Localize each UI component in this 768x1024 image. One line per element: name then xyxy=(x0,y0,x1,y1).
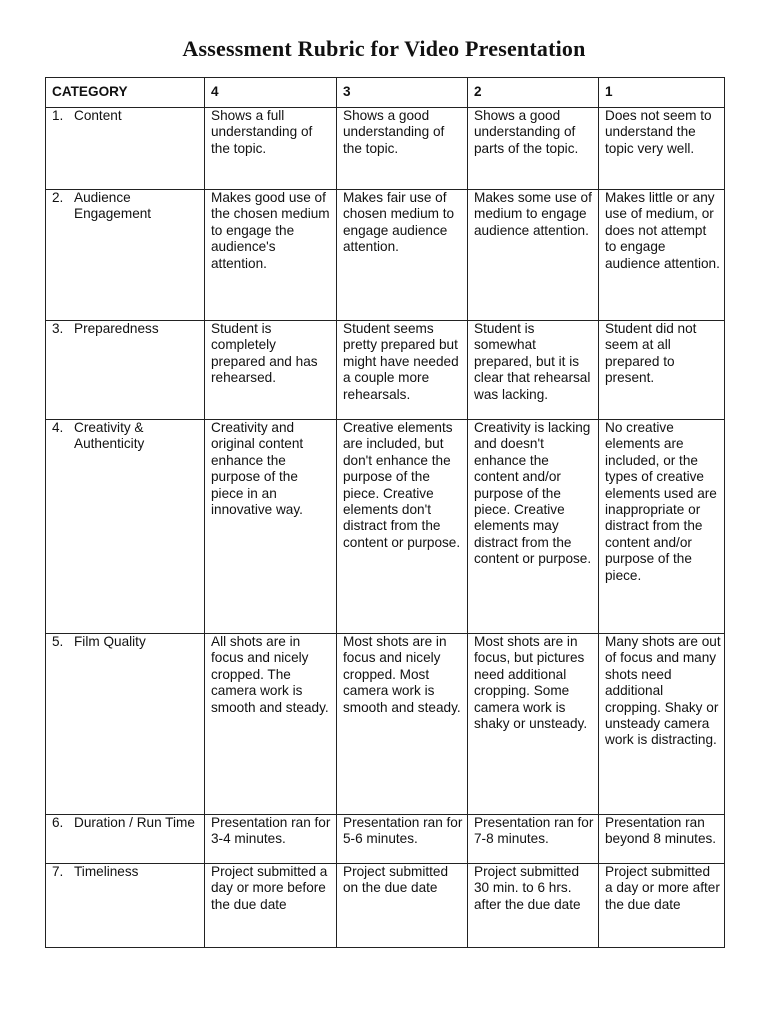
category-cell xyxy=(46,108,205,190)
criteria-cell-2: Most shots are in focus, but pictures need additional cropping. Some camera work is shaky or unsteady. xyxy=(468,634,599,815)
category-cell xyxy=(46,190,205,321)
criteria-cell-4: Shows a full understanding of the topic. xyxy=(205,108,337,190)
category-label: Creativity & Authenticity xyxy=(74,420,145,452)
table-row xyxy=(46,190,725,321)
score-header-2: 2 xyxy=(468,78,599,108)
criteria-cell-4: Presentation ran for 3-4 minutes. xyxy=(205,815,337,864)
criteria-cell-2: Makes some use of medium to engage audience attention. xyxy=(468,190,599,321)
category-label: Duration / Run Time xyxy=(74,815,195,830)
criteria-cell-1: No creative elements are included, or the types of creative elements used are inappropriate or distract from the content and/or purpose of the piece. xyxy=(599,420,725,634)
score-header-1: 1 xyxy=(599,78,725,108)
criteria-cell-3: Creative elements are included, but don't enhance the purpose of the piece. Creative elements don't distract from the content or purpose. xyxy=(337,420,468,634)
category-number: 7. xyxy=(52,864,64,879)
criteria-cell-3: Presentation ran for 5-6 minutes. xyxy=(337,815,468,864)
category-label: Film Quality xyxy=(74,634,146,649)
header-row xyxy=(46,78,725,108)
criteria-cell-2: Project submitted 30 min. to 6 hrs. after the due date xyxy=(468,864,599,948)
category-cell xyxy=(46,864,205,948)
category-cell xyxy=(46,634,205,815)
score-header-4: 4 xyxy=(205,78,337,108)
category-label: Audience Engagement xyxy=(74,190,152,222)
category-label: Content xyxy=(74,108,122,123)
category-cell xyxy=(46,321,205,420)
criteria-cell-2: Student is somewhat prepared, but it is clear that rehearsal was lacking. xyxy=(468,321,599,420)
criteria-cell-3: Makes fair use of chosen medium to engage audience attention. xyxy=(337,190,468,321)
table-row xyxy=(46,108,725,190)
criteria-cell-1: Many shots are out of focus and many shots need additional cropping. Shaky or unsteady camera work is distracting. xyxy=(599,634,725,815)
criteria-cell-1: Student did not seem at all prepared to present. xyxy=(599,321,725,420)
category-cell xyxy=(46,420,205,634)
category-number: 2. xyxy=(52,190,64,205)
category-number: 3. xyxy=(52,321,64,336)
criteria-cell-1: Project submitted a day or more after the due date xyxy=(599,864,725,948)
table-row xyxy=(46,321,725,420)
table-row xyxy=(46,864,725,948)
criteria-cell-1: Makes little or any use of medium, or does not attempt to engage audience attention. xyxy=(599,190,725,321)
category-label: Timeliness xyxy=(74,864,139,879)
table-row xyxy=(46,420,725,634)
category-number: 6. xyxy=(52,815,64,830)
category-header: CATEGORY xyxy=(46,78,205,108)
criteria-cell-4: Project submitted a day or more before the due date xyxy=(205,864,337,948)
category-number: 5. xyxy=(52,634,64,649)
category-number: 4. xyxy=(52,420,64,435)
criteria-cell-2: Presentation ran for 7-8 minutes. xyxy=(468,815,599,864)
criteria-cell-4: Creativity and original content enhance the purpose of the piece in an innovative way. xyxy=(205,420,337,634)
criteria-cell-1: Does not seem to understand the topic very well. xyxy=(599,108,725,190)
criteria-cell-4: All shots are in focus and nicely cropped. The camera work is smooth and steady. xyxy=(205,634,337,815)
criteria-cell-3: Most shots are in focus and nicely cropped. Most camera work is smooth and steady. xyxy=(337,634,468,815)
table-row xyxy=(46,634,725,815)
table-row xyxy=(46,815,725,864)
category-cell xyxy=(46,815,205,864)
criteria-cell-3: Shows a good understanding of the topic. xyxy=(337,108,468,190)
criteria-cell-3: Student seems pretty prepared but might have needed a couple more rehearsals. xyxy=(337,321,468,420)
criteria-cell-4: Makes good use of the chosen medium to engage the audience's attention. xyxy=(205,190,337,321)
page-title: Assessment Rubric for Video Presentation xyxy=(182,36,586,61)
score-header-3: 3 xyxy=(337,78,468,108)
criteria-cell-4: Student is completely prepared and has rehearsed. xyxy=(205,321,337,420)
category-number: 1. xyxy=(52,108,64,123)
criteria-cell-3: Project submitted on the due date xyxy=(337,864,468,948)
criteria-cell-1: Presentation ran beyond 8 minutes. xyxy=(599,815,725,864)
rubric-table xyxy=(45,77,725,948)
criteria-cell-2: Creativity is lacking and doesn't enhance the content and/or purpose of the piece. Creative elements may distract from the content or purpose. xyxy=(468,420,599,634)
category-label: Preparedness xyxy=(74,321,159,336)
criteria-cell-2: Shows a good understanding of parts of the topic. xyxy=(468,108,599,190)
